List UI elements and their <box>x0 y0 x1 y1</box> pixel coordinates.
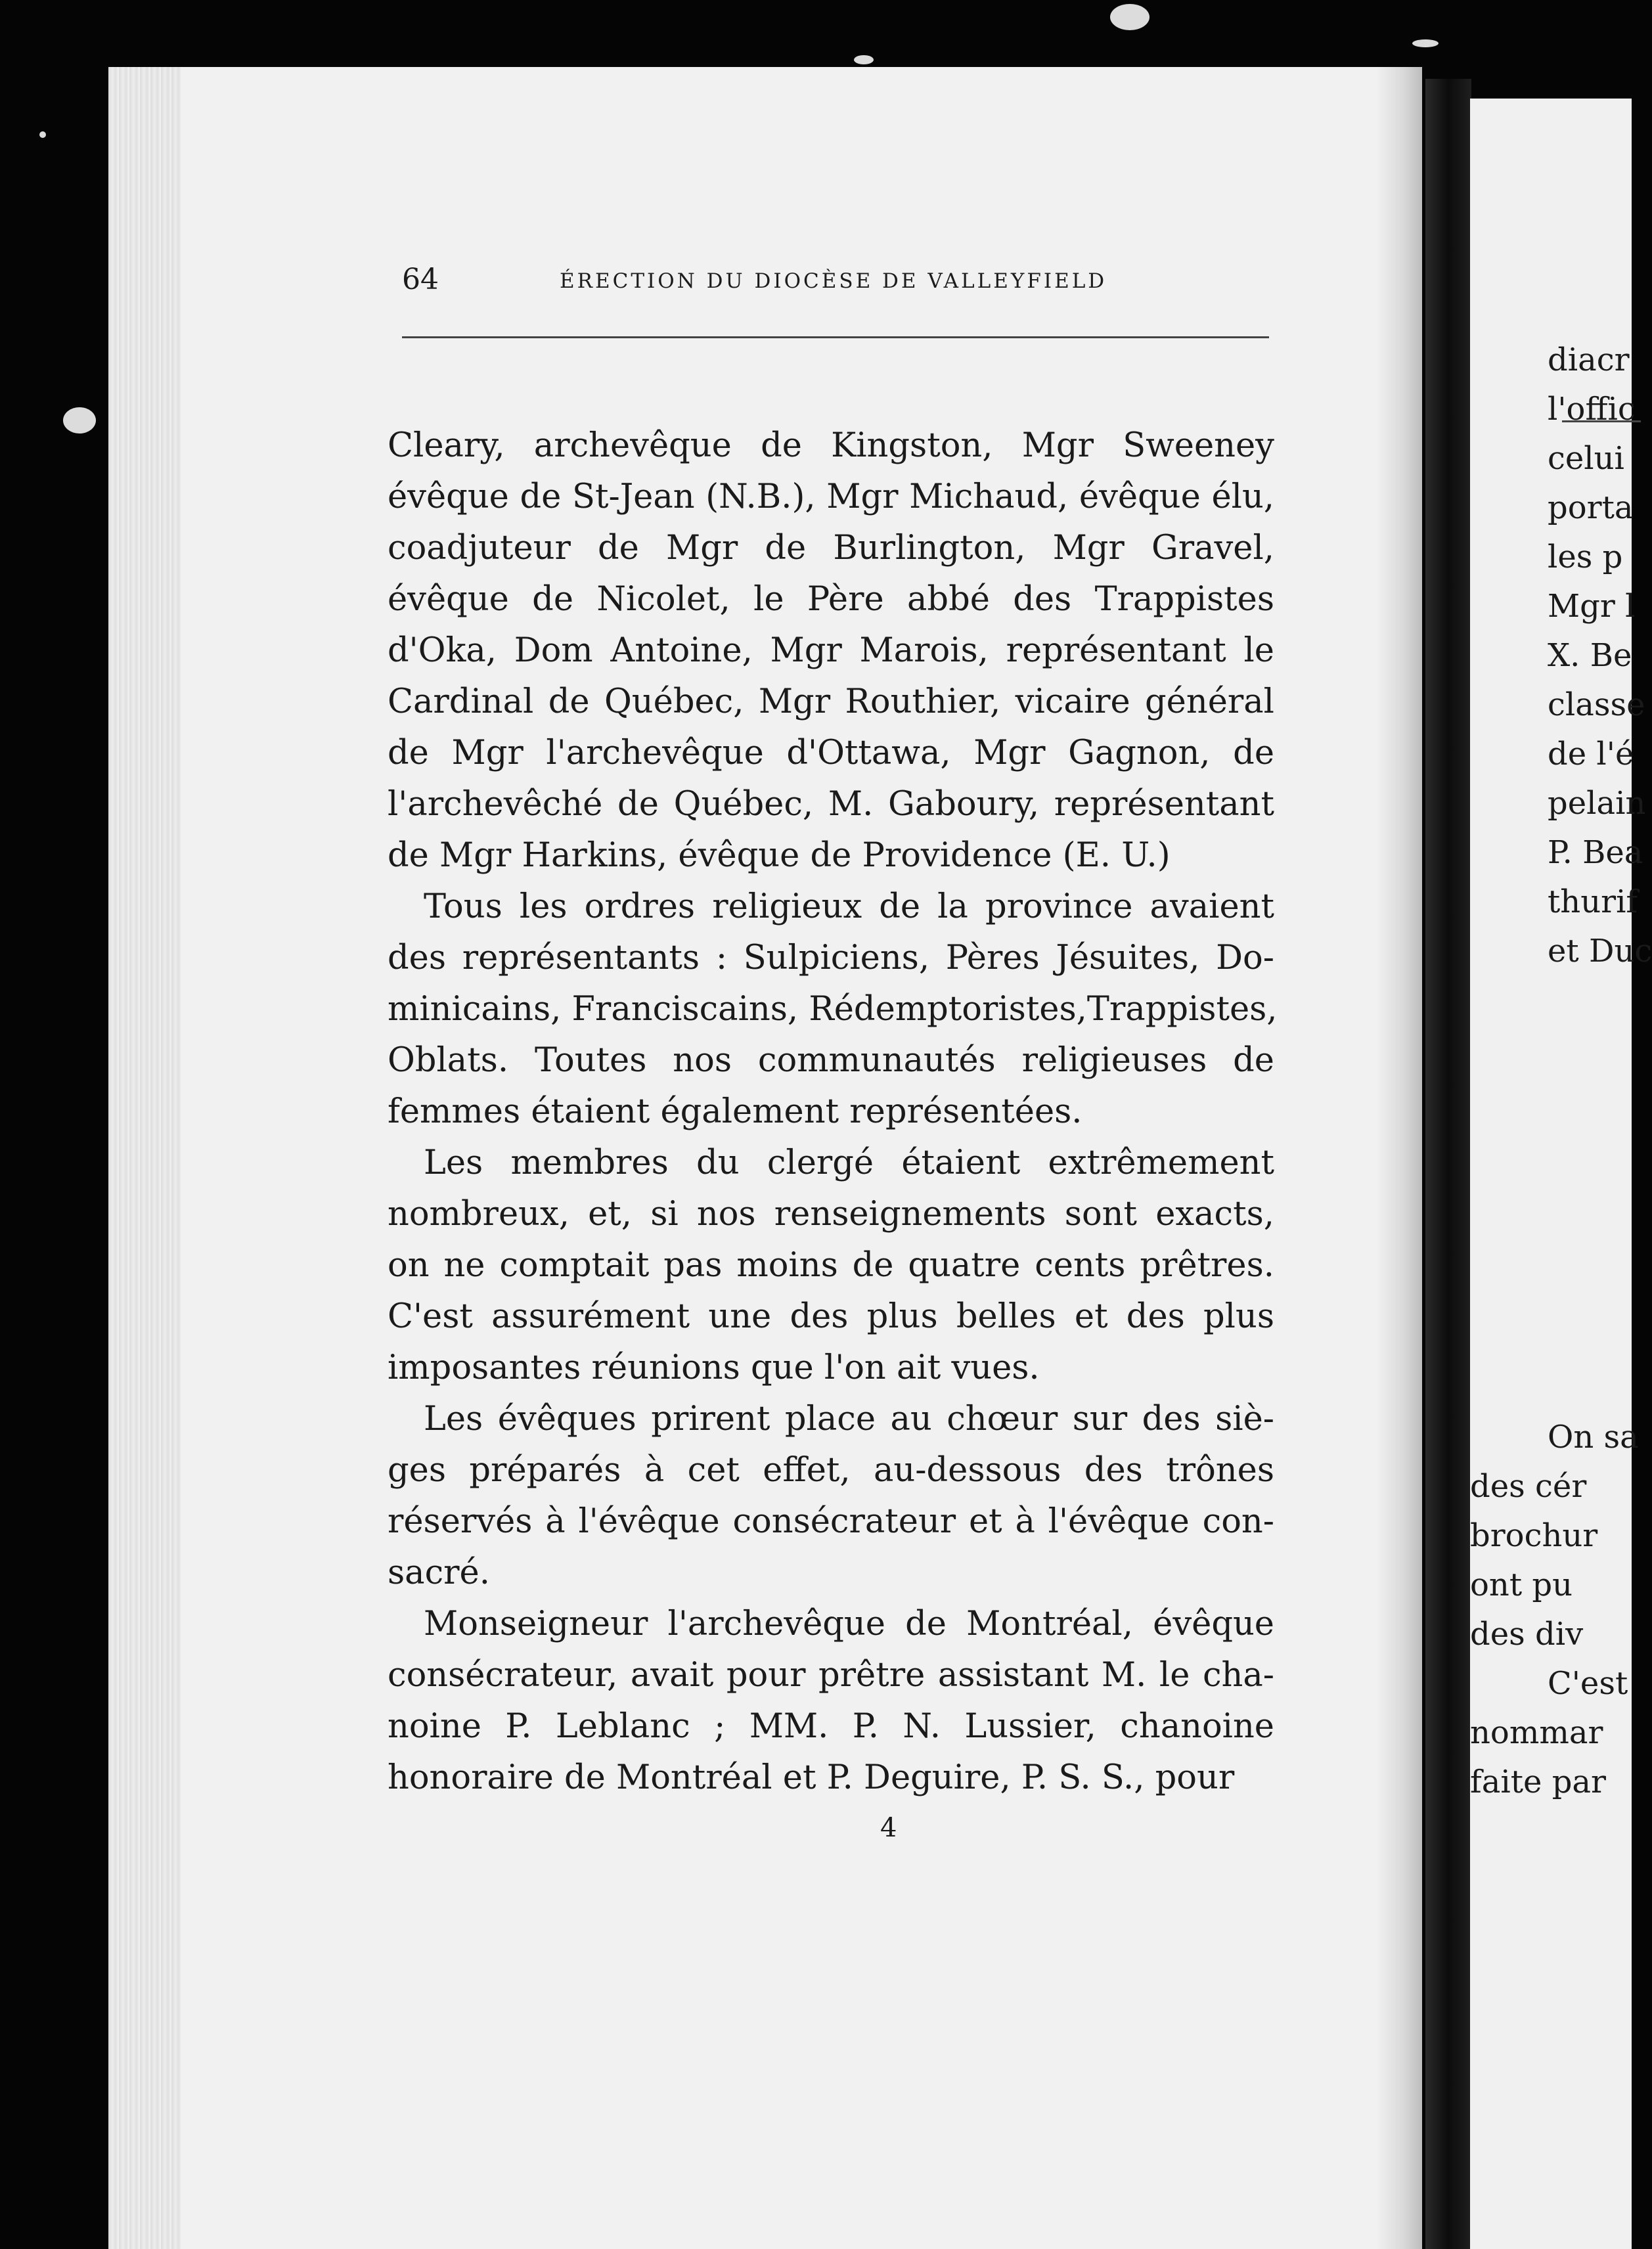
right-page-fragment: l'offic <box>1548 391 1636 428</box>
text-line: réservés à l'évêque consécrateur et à l'évêque con- <box>388 1502 1274 1541</box>
signature-mark: 4 <box>880 1813 897 1843</box>
text-line: Les évêques prirent place au chœur sur des siè- <box>424 1400 1274 1438</box>
right-page-fragment: X. Be <box>1548 637 1632 674</box>
right-page-fragment: C'est <box>1548 1665 1628 1702</box>
dust-speck <box>1412 39 1439 47</box>
dust-speck <box>1110 4 1150 30</box>
right-page <box>1470 99 1652 2249</box>
running-head <box>402 263 1210 315</box>
right-page-fragment: porta <box>1548 489 1634 526</box>
right-page-fragment: On sa <box>1548 1419 1639 1456</box>
dust-speck <box>39 131 46 138</box>
running-title: ÉRECTION DU DIOCÈSE DE VALLEYFIELD <box>560 269 1107 293</box>
right-page-fragment: Mgr l <box>1548 588 1636 625</box>
gutter-shadow <box>1376 67 1422 2249</box>
text-line: évêque de St-Jean (N.B.), Mgr Michaud, évêque élu, <box>388 478 1274 516</box>
text-line: imposantes réunions que l'on ait vues. <box>388 1348 1040 1387</box>
text-line: de Mgr l'archevêque d'Ottawa, Mgr Gagnon, de <box>388 734 1274 772</box>
text-line: sacré. <box>388 1553 490 1592</box>
text-line: consécrateur, avait pour prêtre assistant M. le cha- <box>388 1656 1274 1695</box>
right-page-fragment: classe <box>1548 686 1645 723</box>
right-page-fragment: celui <box>1548 440 1624 477</box>
dust-speck <box>63 407 96 434</box>
book-spine <box>1425 79 1471 2249</box>
text-line: honoraire de Montréal et P. Deguire, P. S. S., pour <box>388 1758 1235 1797</box>
text-line: femmes étaient également représentées. <box>388 1092 1083 1131</box>
body-text <box>388 420 1278 1804</box>
text-line: Les membres du clergé étaient extrêmement <box>424 1144 1274 1182</box>
right-page-fragment: des div <box>1470 1616 1584 1653</box>
right-page-fragment: P. Bea <box>1548 834 1643 871</box>
text-line: nombreux, et, si nos renseignements sont exacts, <box>388 1195 1274 1234</box>
text-line: noine P. Leblanc ; MM. P. N. Lussier, chanoine <box>388 1707 1274 1746</box>
right-page-fragment: nommar <box>1470 1714 1603 1751</box>
right-page-fragment: des cér <box>1470 1468 1587 1505</box>
dust-speck <box>854 55 874 64</box>
text-line: des représentants : Sulpiciens, Pères Jésuites, Do- <box>388 939 1274 977</box>
right-page-fragment: pelain <box>1548 785 1646 822</box>
text-line: Tous les ordres religieux de la province avaient <box>424 887 1274 926</box>
page-edge <box>108 67 181 2249</box>
text-line: d'Oka, Dom Antoine, Mgr Marois, représentant le <box>388 631 1274 670</box>
page-number: 64 <box>402 263 439 296</box>
right-page-fragment: les p <box>1548 539 1623 575</box>
text-line: minicains, Franciscains, Rédemptoristes,Trappistes, <box>388 990 1278 1029</box>
right-page-fragment: et Duc <box>1548 933 1652 969</box>
right-page-fragment: brochur <box>1470 1517 1598 1554</box>
text-line: ges préparés à cet effet, au-dessous des trônes <box>388 1451 1274 1490</box>
text-line: on ne comptait pas moins de quatre cents prêtres. <box>388 1246 1274 1285</box>
text-line: Cardinal de Québec, Mgr Routhier, vicaire général <box>388 682 1274 721</box>
header-rule <box>402 336 1269 338</box>
right-page-fragment: faite par <box>1470 1764 1606 1800</box>
text-line: l'archevêché de Québec, M. Gaboury, représentant <box>388 785 1274 824</box>
right-page-fragment: thurif <box>1548 883 1638 920</box>
text-line: Oblats. Toutes nos communautés religieuses de <box>388 1041 1274 1080</box>
text-line: évêque de Nicolet, le Père abbé des Trappistes <box>388 580 1274 619</box>
text-line: Monseigneur l'archevêque de Montréal, évêque <box>424 1605 1274 1643</box>
text-line: C'est assurément une des plus belles et des plus <box>388 1297 1274 1336</box>
right-page-fragment: diacr <box>1548 342 1630 378</box>
right-page-fragment: de l'é <box>1548 736 1634 772</box>
text-line: coadjuteur de Mgr de Burlington, Mgr Gravel, <box>388 529 1274 568</box>
text-line: Cleary, archevêque de Kingston, Mgr Sweeney <box>388 426 1274 465</box>
text-line: de Mgr Harkins, évêque de Providence (E. U.) <box>388 836 1171 875</box>
right-page-fragment: ont pu <box>1470 1567 1573 1603</box>
